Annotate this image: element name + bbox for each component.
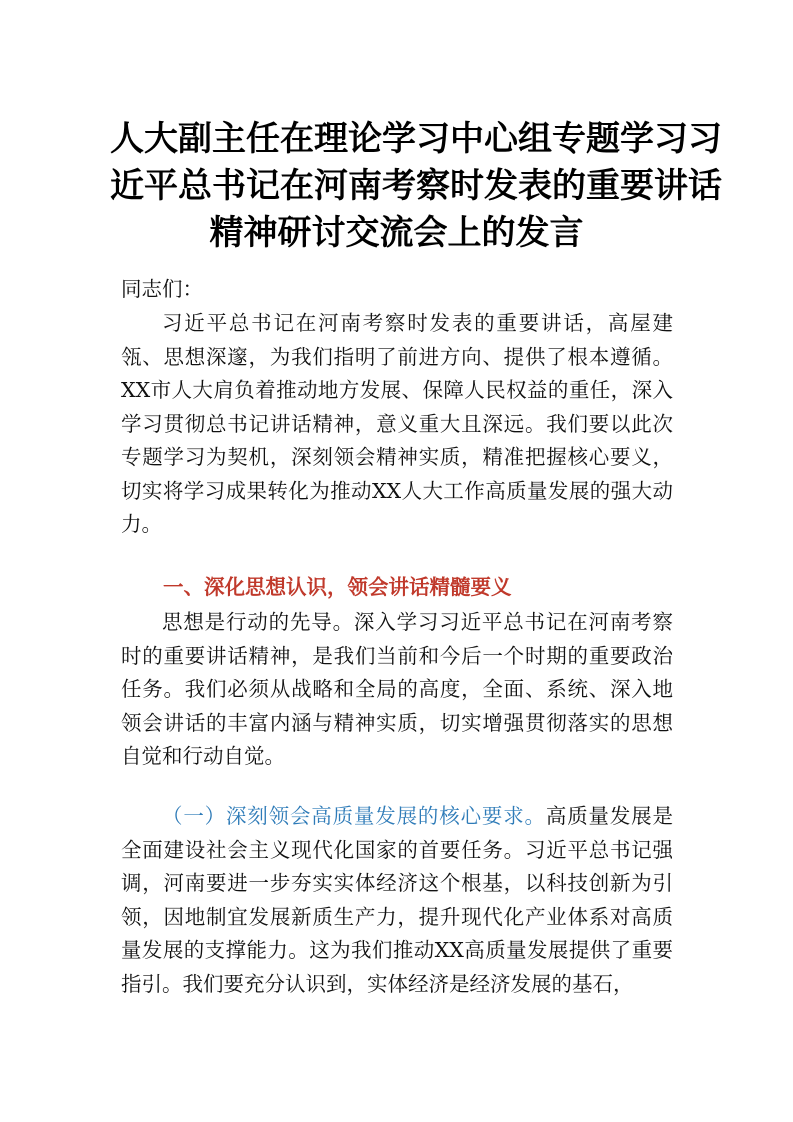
salutation: 同志们： xyxy=(121,277,203,301)
subsection-heading-1: （一）深刻领会高质量发展的核心要求。 xyxy=(162,804,546,828)
document-title xyxy=(110,116,722,257)
title-line-1: 人大副主任在理论学习中心组专题学习习 xyxy=(110,119,722,159)
title-line-3: 精神研讨交流会上的发言 xyxy=(209,213,584,253)
paragraph-section-1: 思想是行动的先导。深入学习习近平总书记在河南考察时的重要讲话精神，是我们当前和今后一个时期的重要政治任务。我们必须从战略和全局的高度，全面、系统、深入地领会讲话的丰富内涵与精神实质，切实增强贯彻落实的思想自觉和行动自觉。 xyxy=(121,610,673,768)
subsection-body-1: 高质量发展是全面建设社会主义现代化国家的首要任务。习近平总书记强调，河南要进一步夯实实体经济这个根基，以科技创新为引领，因地制宜发展新质生产力，提升现代化产业体系对高质量发展的支撑能力。这为我们推动XX高质量发展提供了重要指引。我们要充分认识到，实体经济是经济发展的基石， xyxy=(121,804,674,996)
title-line-2: 近平总书记在河南考察时发表的重要讲话 xyxy=(110,166,722,206)
paragraph-subsection-1 xyxy=(121,800,673,1001)
paragraph-intro: 习近平总书记在河南考察时发表的重要讲话，高屋建瓴、思想深邃，为我们指明了前进方向、提供了根本遵循。XX市人大肩负着推动地方发展、保障人民权益的重任，深入学习贯彻总书记讲话精神，意义重大且深远。我们要以此次专题学习为契机，深刻领会精神实质，精准把握核心要义，切实将学习成果转化为推动XX人大工作高质量发展的强大动力。 xyxy=(121,311,673,536)
section-heading-1: 一、深化思想认识，领会讲话精髓要义 xyxy=(163,575,512,599)
